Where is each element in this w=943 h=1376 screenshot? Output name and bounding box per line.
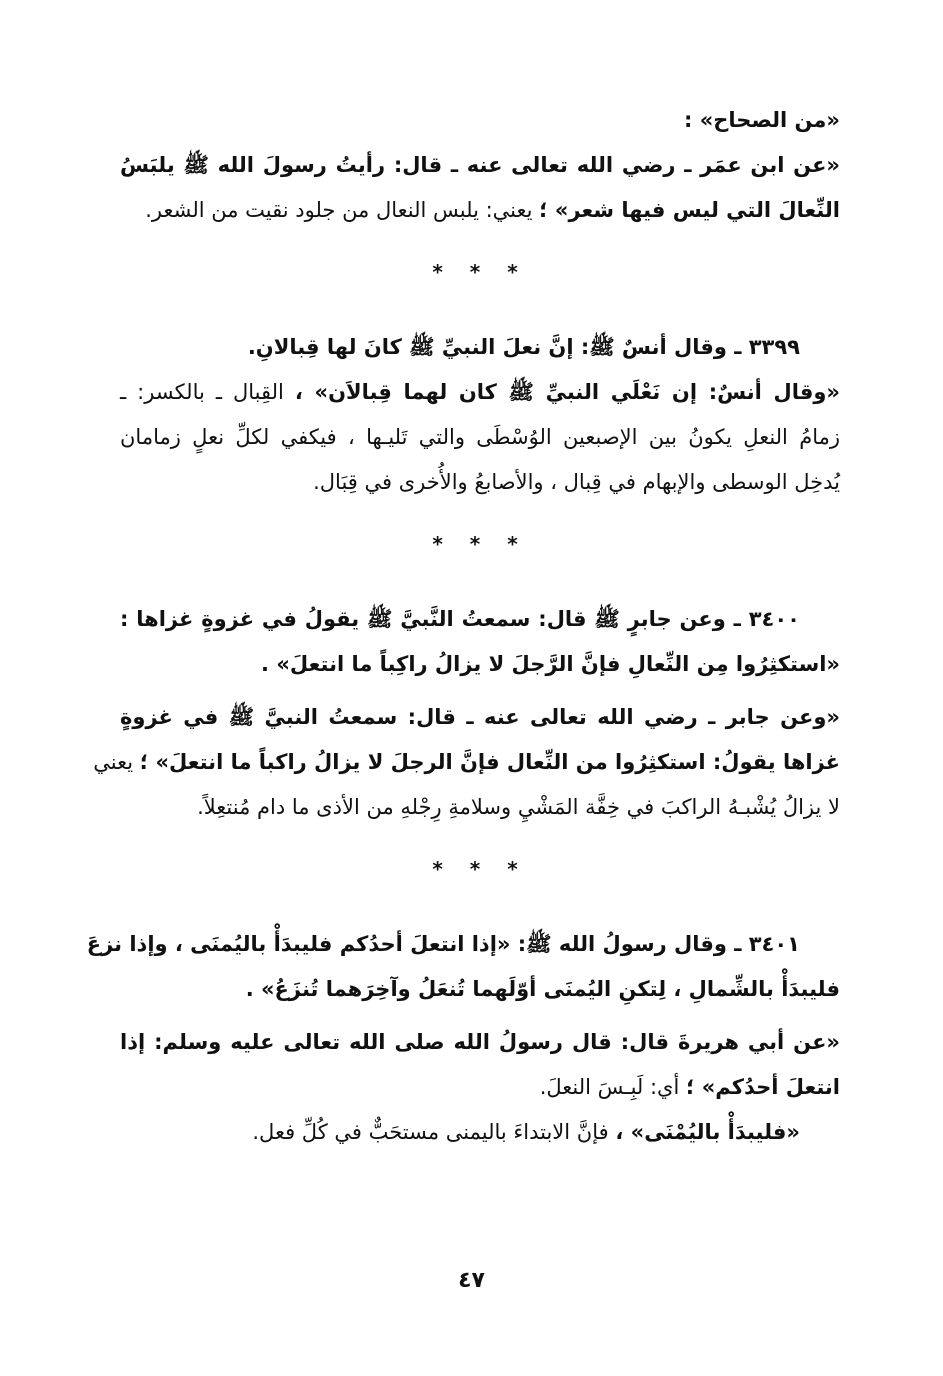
section-sihah (120, 98, 840, 233)
commentary-line: «عن ابن عمَر ـ رضي الله تعالى عنه ـ قال: رأيتُ رسولَ الله ﷺ يلبَسُ (120, 153, 840, 177)
commentary-line: يُدخِل الوسطى والإبهام في قِبال ، والأصابعُ والأُخرى في قِبَال. (313, 470, 840, 494)
hadith-3400 (93, 597, 840, 830)
commentary-line: انتعلَ أحدُكم» ؛ أي: لَبِـسَ النعلَ. (539, 1075, 840, 1099)
section-heading: «من الصحاح» : (684, 108, 840, 132)
section-separator: * * * (432, 857, 528, 881)
hadith-text: ٣٣٩٩ ـ وقال أنسٌ ﷺ: إنَّ نعلَ النبيِّ ﷺ كانَ لها قِبالانِ. (247, 335, 800, 359)
commentary-line: «فليبدَأْ باليُمْنَى» ، فإنَّ الابتداءَ باليمنى مستحَبٌّ في كُلِّ فعل. (252, 1120, 800, 1144)
section-separator: * * * (432, 260, 528, 284)
page-number: ٤٧ (458, 1268, 485, 1293)
section-separator: * * * (432, 532, 528, 556)
commentary-line: «وقال أنسٌ: إن نَعْلَي النبيِّ ﷺ كان لهما قِبالاَن» ، القِبال ـ بالكسر: ـ (120, 380, 840, 404)
page-body (86, 98, 840, 1161)
hadith-text: فليبدَأْ بالشِّمالِ ، لِتكنِ اليُمنَى أوّلَهما تُنعَلُ وآخِرَهما تُنزَعُ» . (245, 977, 840, 1001)
hadith-3399 (120, 325, 840, 505)
commentary-line: «وعن جابر ـ رضي الله تعالى عنه ـ قال: سمعتُ النبيَّ ﷺ في غزوةٍ (120, 705, 840, 729)
commentary-line: النِّعالَ التي ليس فيها شعر» ؛ يعني: يلبس النعال من جلود نقيت من الشعر. (145, 198, 840, 222)
hadith-text: «استكثِرُوا مِن النِّعالِ فإنَّ الرَّجلَ لا يزالُ راكِباً ما انتعلَ» . (261, 652, 840, 676)
commentary-line: لا يزالُ يُشْبـهُ الراكبَ في خِفَّة المَشْيِ وسلامةِ رِجْلهِ من الأذى ما دام مُنتعِلاً. (197, 795, 840, 819)
hadith-text: ٣٤٠٠ ـ وعن جابرٍ ﷺ قال: سمعتُ النَّبيَّ ﷺ يقولُ في غزوةٍ غزاها : (120, 607, 800, 631)
hadith-3401 (86, 922, 840, 1155)
commentary-line: «عن أبي هريرةَ قال: قال رسولُ الله صلى الله تعالى عليه وسلم: إذا (120, 1030, 840, 1054)
hadith-text: ٣٤٠١ ـ وقال رسولُ الله ﷺ: «إذا انتعلَ أحدُكم فليبدَأْ باليُمنَى ، وإذا نزعَ (86, 932, 800, 956)
commentary-line: غزاها يقولُ: استكثِرُوا من النِّعال فإنَّ الرجلَ لا يزالُ راكباً ما انتعلَ» ؛ يعني (93, 750, 840, 774)
commentary-line: زمامُ النعلِ يكونُ بين الإصبعين الوُسْطَى والتي تَليـها ، فيكفي لكلِّ نعلٍ زمامان (120, 425, 840, 449)
